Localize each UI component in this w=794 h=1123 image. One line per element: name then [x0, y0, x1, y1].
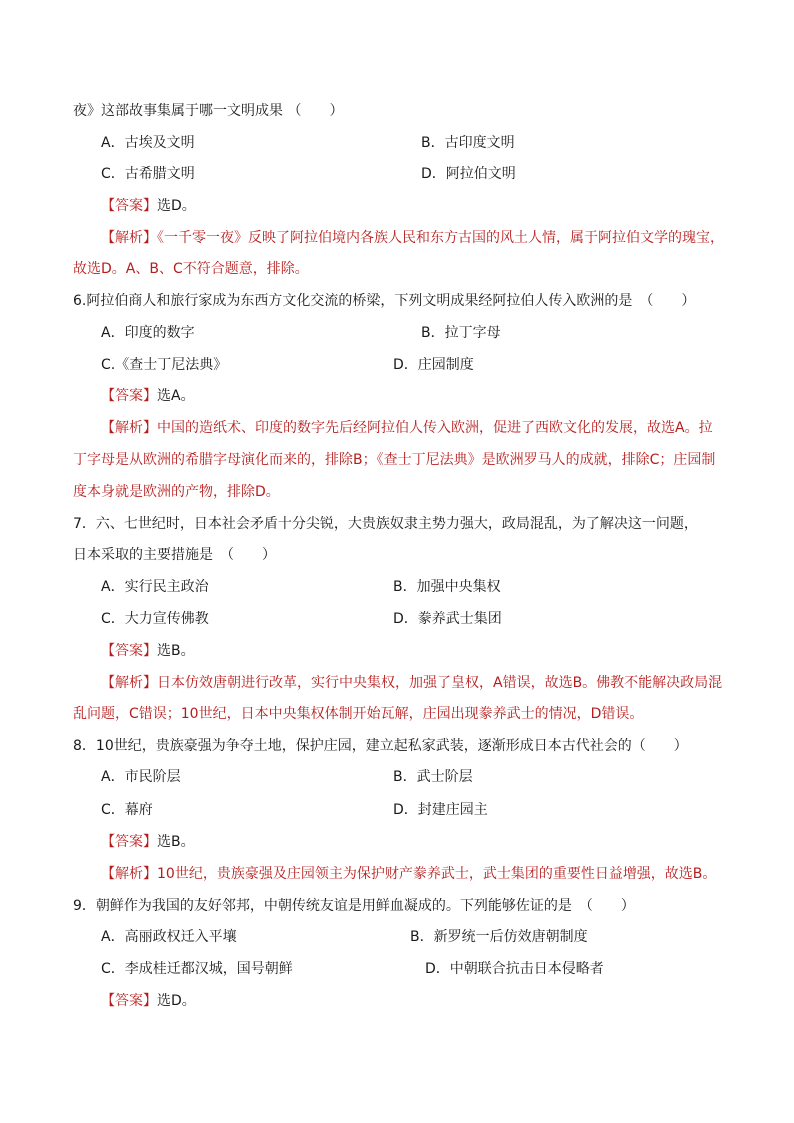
answer-tag: 【答案】	[101, 388, 157, 404]
q6-answer	[101, 386, 195, 406]
explanation-tag: 【解析】	[101, 675, 157, 691]
q7-option-c: C．大力宣传佛教	[101, 611, 209, 627]
q6-option-b: B．拉丁字母	[421, 325, 501, 341]
q5-option-a: A．古埃及文明	[101, 135, 195, 151]
q9-option-a: A．高丽政权迁入平壤	[101, 929, 237, 945]
q5-option-b: B．古印度文明	[421, 135, 515, 151]
q9-answer	[101, 991, 196, 1011]
answer-text: 选B。	[157, 834, 195, 850]
q9-option-b: B．新罗统一后仿效唐朝制度	[410, 929, 588, 945]
q5-explanation-2: 故选D。A、B、C不符合题意，排除。	[73, 261, 309, 277]
explanation-text: 日本仿效唐朝进行改革，实行中央集权，加强了皇权，A错误，故选B。佛教不能解决政局混	[157, 675, 723, 691]
q6-explanation-1	[101, 418, 713, 438]
answer-tag: 【答案】	[101, 198, 157, 214]
q9-option-d: D．中朝联合抗击日本侵略者	[425, 961, 604, 977]
answer-tag: 【答案】	[101, 643, 157, 659]
q5-option-d: D．阿拉伯文明	[421, 166, 516, 182]
q6-option-d: D．庄园制度	[393, 357, 474, 373]
q9-option-c: C．李成桂迁都汉城，国号朝鲜	[101, 961, 293, 977]
q7-explanation-2: 乱问题，C错误；10世纪，日本中央集权体制开始瓦解，庄园出现豢养武士的情况，D错误。	[73, 706, 644, 722]
q5-option-c: C．古希腊文明	[101, 166, 195, 182]
q5-explanation-1	[101, 228, 724, 248]
answer-tag: 【答案】	[101, 993, 157, 1009]
question-7-line-2: 日本采取的主要措施是 （ ）	[73, 547, 276, 563]
answer-text: 选B。	[157, 643, 195, 659]
q8-answer	[101, 832, 195, 852]
q6-explanation-3: 度本身就是欧洲的产物，排除D。	[73, 484, 280, 500]
q8-explanation-1	[101, 864, 716, 884]
q7-option-b: B．加强中央集权	[393, 579, 501, 595]
q7-answer	[101, 641, 195, 661]
q5-answer	[101, 196, 196, 216]
question-9: 9．朝鲜作为我国的友好邻邦，中朝传统友谊是用鲜血凝成的。下列能够佐证的是 （ ）	[73, 898, 635, 914]
q6-explanation-2: 丁字母是从欧洲的希腊字母演化而来的，排除B；《查士丁尼法典》是欧洲罗马人的成就，排除C；庄园制	[73, 452, 716, 468]
explanation-text: 《一千零一夜》反映了阿拉伯境内各族人民和东方古国的风土人情，属于阿拉伯文学的瑰宝，	[157, 230, 724, 246]
q6-option-a: A．印度的数字	[101, 325, 195, 341]
answer-text: 选D。	[157, 198, 196, 214]
q7-explanation-1	[101, 673, 722, 693]
q8-option-c: C．幕府	[101, 802, 153, 818]
question-7-line-1: 7．六、七世纪时，日本社会矛盾十分尖锐，大贵族奴隶主势力强大，政局混乱，为了解决这一问题，	[73, 516, 698, 532]
explanation-text: 10世纪，贵族豪强及庄园领主为保护财产豢养武士，武士集团的重要性日益增强，故选B。	[157, 866, 717, 882]
explanation-tag: 【解析】	[101, 420, 157, 436]
q7-option-a: A．实行民主政治	[101, 579, 209, 595]
answer-text: 选D。	[157, 993, 196, 1009]
explanation-tag: 【解析】	[101, 230, 157, 246]
question-5-tail: 夜》这部故事集属于哪一文明成果 （ ）	[73, 103, 344, 119]
explanation-tag: 【解析】	[101, 866, 157, 882]
q7-option-d: D．豢养武士集团	[393, 611, 502, 627]
question-8: 8．10世纪，贵族豪强为争夺土地，保护庄园，建立起私家武装，逐渐形成日本古代社会的（ ）	[73, 738, 688, 754]
answer-tag: 【答案】	[101, 834, 157, 850]
explanation-text: 中国的造纸术、印度的数字先后经阿拉伯人传入欧洲，促进了西欧文化的发展，故选A。拉	[157, 420, 713, 436]
question-6: 6.阿拉伯商人和旅行家成为东西方文化交流的桥梁，下列文明成果经阿拉伯人传入欧洲的是 （ ）	[73, 293, 696, 309]
q6-option-c: C.《查士丁尼法典》	[101, 357, 228, 373]
q8-option-a: A．市民阶层	[101, 769, 181, 785]
q8-option-d: D．封建庄园主	[393, 802, 488, 818]
answer-text: 选A。	[157, 388, 195, 404]
q8-option-b: B．武士阶层	[393, 769, 473, 785]
